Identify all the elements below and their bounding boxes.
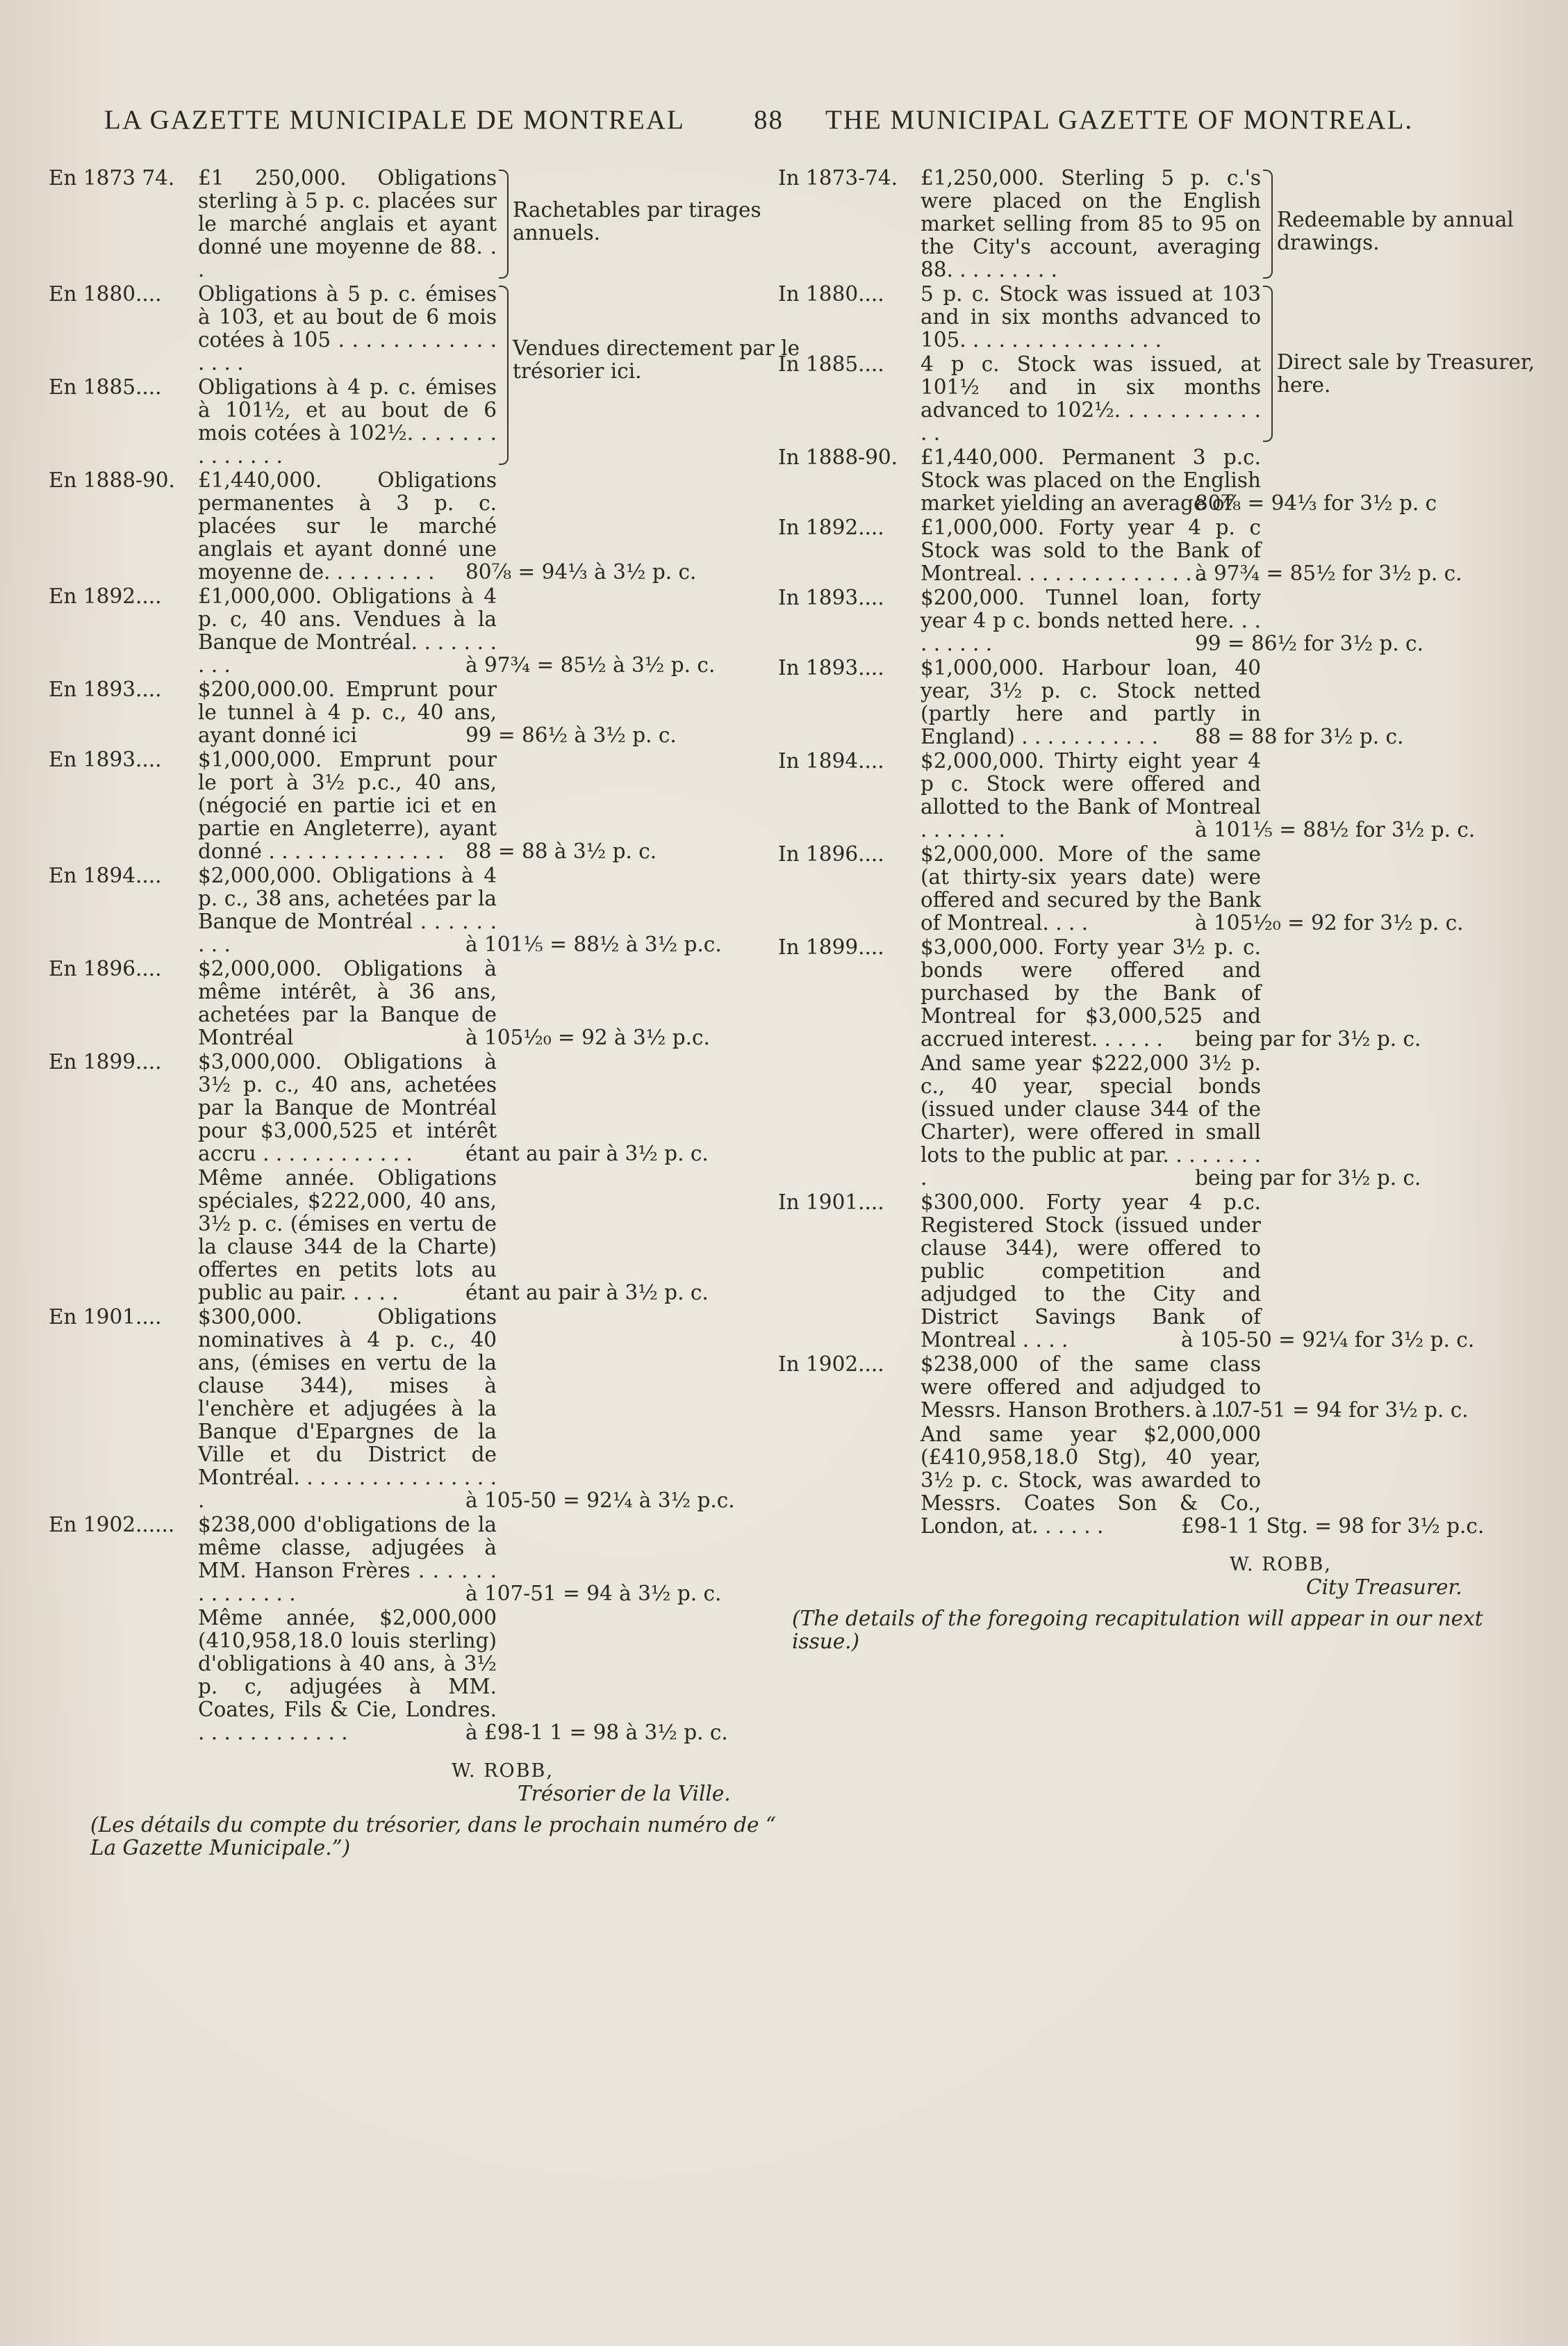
entry-rate: à 101⅕ = 88½ for 3½ p. c.	[1195, 818, 1476, 842]
en-entry	[778, 1423, 1535, 1538]
entry-description: $2,000,000. Obligations à 4 p. c., 38 ans, achetées par la Banque de Montréal . . . . . . . . .	[198, 864, 497, 956]
fr-entry	[49, 585, 771, 677]
en-entry	[778, 750, 1535, 842]
entry-description: £1,440,000. Permanent 3 p.c. Stock was placed on the English market yielding an average of	[921, 445, 1261, 515]
en-entry	[778, 657, 1535, 748]
entry-year: In 1893....	[778, 586, 884, 609]
en-entry	[778, 1353, 1535, 1422]
fr-group-direct	[49, 282, 800, 468]
fr-entry	[49, 1607, 771, 1744]
entry-rate: à 107-51 = 94 à 3½ p. c.	[465, 1582, 722, 1605]
entry-year: En 1893....	[49, 678, 162, 701]
entry-year: In 1899....	[778, 935, 884, 959]
fr-entry	[49, 1514, 771, 1605]
en-signature	[1230, 1553, 1535, 1599]
entry-year: En 1896....	[49, 957, 162, 981]
entry-description: $300,000. Forty year 4 p.c. Registered Stock (issued under clause 344), were offered to public competition and adjudged to the City and District Savings Bank of Montreal . . . .	[921, 1190, 1261, 1352]
en-entry	[778, 936, 1535, 1051]
en-group2-note: Direct sale by Treasurer, here.	[1277, 350, 1535, 397]
entry-rate: étant au pair à 3½ p. c.	[465, 1142, 709, 1165]
en-group1-note: Redeemable by annual drawings.	[1277, 208, 1514, 254]
entry-description: Obligations à 4 p. c. émises à 101½, et au bout de 6 mois cotées à 102½. . . . . . . . . . . . . .	[198, 375, 497, 468]
fr-entry	[49, 678, 771, 747]
fr-entry	[49, 469, 771, 584]
entry-year: En 1885....	[49, 375, 162, 399]
en-entry-1885	[778, 353, 1535, 445]
entry-rate: £98-1 1 Stg. = 98 for 3½ p.c.	[1181, 1514, 1485, 1538]
entry-year: En 1893....	[49, 748, 162, 771]
signature-title: City Treasurer.	[1306, 1575, 1462, 1599]
en-group-direct	[778, 283, 1535, 445]
entry-description: And same year $222,000 3½ p. c., 40 year, special bonds (issued under clause 344 of the Charter), were offered in small lots to the public at par. . . . . . . . .	[921, 1051, 1261, 1190]
fr-entry-1885	[49, 376, 771, 468]
entry-year: In 1885....	[778, 352, 884, 376]
page-number: 88	[754, 105, 784, 135]
entry-description: $3,000,000. Forty year 3½ p. c. bonds were offered and purchased by the Bank of Montreal for $3,000,525 and accrued interest. . . . . .	[921, 935, 1261, 1051]
entry-description: $1,000,000. Harbour loan, 40 year, 3½ p. c. Stock netted (partly here and partly in England) . . . . . . . . . . .	[921, 656, 1261, 748]
entry-rate: 88 = 88 à 3½ p. c.	[465, 839, 657, 863]
entry-year: En 1901....	[49, 1305, 162, 1329]
fr-entry	[49, 1051, 771, 1165]
entry-description: $2,000,000. Obligations à même intérêt, à 36 ans, achetées par la Banque de Montréal	[198, 957, 497, 1049]
en-footnote: (The details of the foregoing recapitulation will appear in our next issue.)	[792, 1607, 1483, 1653]
entry-rate: à 97¾ = 85½ à 3½ p. c.	[465, 653, 716, 677]
fr-entry-1880	[49, 283, 771, 375]
entry-rate: à 105¹⁄₂₀ = 92 for 3½ p. c.	[1195, 911, 1464, 935]
entry-year: En 1894....	[49, 864, 162, 887]
entry-rate: 99 = 86½ à 3½ p. c.	[465, 723, 677, 747]
entry-description: £1,000,000. Obligations à 4 p. c, 40 ans. Vendues à la Banque de Montréal. . . . . . . . . .	[198, 584, 497, 677]
entry-year: En 1888-90.	[49, 468, 175, 492]
entry-year: En 1873 74.	[49, 166, 175, 190]
signature-name: W. ROBB,	[1230, 1554, 1332, 1575]
entry-description: $2,000,000. Thirty eight year 4 p c. Stock were offered and allotted to the Bank of Montreal . . . . . . .	[921, 749, 1261, 842]
en-group-redeemable	[778, 167, 1535, 281]
entry-year: In 1896....	[778, 842, 884, 866]
fr-group2-note: Vendues directement par le trésorier ici.	[513, 336, 800, 383]
entry-year: In 1873-74.	[778, 166, 898, 190]
entry-description: $200,000.00. Emprunt pour le tunnel à 4 p. c., 40 ans, ayant donné ici	[198, 678, 497, 747]
entry-rate: 99 = 86½ for 3½ p. c.	[1195, 632, 1423, 655]
entry-year: In 1902....	[778, 1352, 884, 1376]
fr-entry	[49, 864, 771, 956]
entry-year: In 1893....	[778, 656, 884, 680]
entry-rate: à 97¾ = 85½ for 3½ p. c.	[1195, 561, 1462, 585]
en-entry	[778, 516, 1535, 585]
entry-description: 4 p c. Stock was issued, at 101½ and in six months advanced to 102½. . . . . . . . . . . . .	[921, 352, 1261, 445]
entry-description: £1,250,000. Sterling 5 p. c.'s were placed on the English market selling from 85 to 95 on the City's account, averaging 88. . . . . . . . .	[921, 166, 1261, 281]
entry-description: £1,000,000. Forty year 4 p. c Stock was sold to the Bank of Montreal. . . . . . . . . . . . . . .	[921, 516, 1261, 585]
entry-year: En 1892....	[49, 584, 162, 608]
entry-description: $300,000. Obligations nominatives à 4 p. c., 40 ans, (émises en vertu de la clause 344), mises à l'enchère et adjugées à la Banque d'Epargnes de la Ville et du District de Montréal. . . . . . . . . . . . . . . . .	[198, 1305, 497, 1512]
entry-year: En 1899....	[49, 1050, 162, 1074]
entry-rate: 80⅞ = 94⅓ à 3½ p. c.	[465, 560, 697, 584]
entry-description: $238,000 d'obligations de la même classe, adjugées à MM. Hanson Frères . . . . . . . . . . . . . .	[198, 1513, 497, 1605]
header-left-title: LA GAZETTE MUNICIPALE DE MONTREAL	[104, 105, 685, 135]
fr-entry	[49, 748, 771, 863]
en-entry	[778, 586, 1535, 655]
en-entry-1880	[778, 283, 1535, 352]
en-entry	[778, 446, 1535, 515]
signature-title: Trésorier de la Ville.	[518, 1782, 731, 1805]
entry-rate: étant au pair à 3½ p. c.	[465, 1281, 709, 1304]
entry-year: In 1901....	[778, 1190, 884, 1214]
entry-year: In 1888-90.	[778, 445, 898, 469]
fr-signature	[452, 1760, 771, 1805]
entry-description: $3,000,000. Obligations à 3½ p. c., 40 ans, achetées par la Banque de Montréal pour $3,000,525 et intérêt accru . . . . . . . . . . . .	[198, 1050, 497, 1165]
entry-description: $238,000 of the same class were offered and adjudged to Messrs. Hanson Brothers. . . . .	[921, 1352, 1261, 1422]
entry-rate: 80⅞ = 94⅓ for 3½ p. c	[1195, 491, 1437, 515]
entry-rate: à 105-50 = 92¼ for 3½ p. c.	[1181, 1328, 1475, 1352]
entry-rate: being par for 3½ p. c.	[1195, 1166, 1421, 1190]
entry-description: Même année. Obligations spéciales, $222,000, 40 ans, 3½ p. c. (émises en vertu de la clause 344 de la Charte) offertes en petits lots au public au pair. . . . .	[198, 1166, 497, 1304]
page-header	[104, 104, 1466, 139]
entry-year: In 1880....	[778, 282, 884, 306]
entry-rate: à 105-50 = 92¼ à 3½ p.c.	[465, 1488, 735, 1512]
entry-description: $1,000,000. Emprunt pour le port à 3½ p.c., 40 ans, (négocié en partie ici et en partie en Angleterre), ayant donné . . . . . . . . . . . . . .	[198, 748, 497, 863]
entry-year: En 1902......	[49, 1513, 175, 1536]
entry-description: And same year $2,000,000 (£410,958,18.0 Stg), 40 year, 3½ p. c. Stock, was awarded to Messrs. Coates Son & Co., London, at. . . . . .	[921, 1422, 1261, 1538]
entry-description: $2,000,000. More of the same (at thirty-six years date) were offered and secured by the Bank of Montreal. . . .	[921, 842, 1261, 935]
entry-year: En 1880....	[49, 282, 162, 306]
en-entry-1873	[778, 167, 1535, 281]
en-entry	[778, 1191, 1535, 1352]
entry-description: Même année, $2,000,000 (410,958,18.0 louis sterling) d'obligations à 40 ans, à 3½ p. c, adjugées à MM. Coates, Fils & Cie, Londres. . . . . . . . . . . . .	[198, 1606, 497, 1744]
header-right-title: THE MUNICIPAL GAZETTE OF MONTREAL.	[825, 105, 1414, 135]
fr-entry	[49, 1167, 771, 1304]
fr-group1-note: Rachetables par tirages annuels.	[513, 198, 761, 245]
entry-description: £1,440,000. Obligations permanentes à 3 p. c. placées sur le marché anglais et ayant donné une moyenne de. . . . . . . . .	[198, 468, 497, 584]
fr-entry	[49, 1306, 771, 1512]
entry-year: In 1892....	[778, 516, 884, 539]
entry-description: £1 250,000. Obligations sterling à 5 p. c. placées sur le marché anglais et ayant donné une moyenne de 88. . .	[198, 166, 497, 281]
fr-group-redeemable	[49, 167, 771, 281]
fr-footnote: (Les détails du compte du trésorier, dans le prochain numéro de “ La Gazette Municipale.”)	[90, 1813, 776, 1860]
entry-rate: à £98-1 1 = 98 à 3½ p. c.	[465, 1721, 728, 1744]
french-column	[49, 166, 800, 1860]
entry-rate: 88 = 88 for 3½ p. c.	[1195, 725, 1404, 748]
entry-description: $200,000. Tunnel loan, forty year 4 p c. bonds netted here. . . . . . . . .	[921, 586, 1261, 655]
signature-name: W. ROBB,	[452, 1760, 554, 1782]
english-column	[778, 167, 1535, 1653]
entry-rate: à 101⅕ = 88½ à 3½ p.c.	[465, 933, 722, 956]
entry-year: In 1894....	[778, 749, 884, 773]
entry-rate: à 105¹⁄₂₀ = 92 à 3½ p.c.	[465, 1026, 710, 1049]
en-entry	[778, 1052, 1535, 1190]
entry-rate: à 107-51 = 94 for 3½ p. c.	[1195, 1398, 1469, 1422]
entry-description: 5 p. c. Stock was issued at 103 and in six months advanced to 105. . . . . . . . . . . . . . . .	[921, 282, 1261, 352]
entry-rate: being par for 3½ p. c.	[1195, 1027, 1421, 1051]
entry-description: Obligations à 5 p. c. émises à 103, et au bout de 6 mois cotées à 105 . . . . . . . . . . . . . . . .	[198, 282, 497, 375]
fr-entry-1873	[49, 167, 771, 281]
en-entry	[778, 843, 1535, 935]
fr-entry	[49, 958, 771, 1049]
